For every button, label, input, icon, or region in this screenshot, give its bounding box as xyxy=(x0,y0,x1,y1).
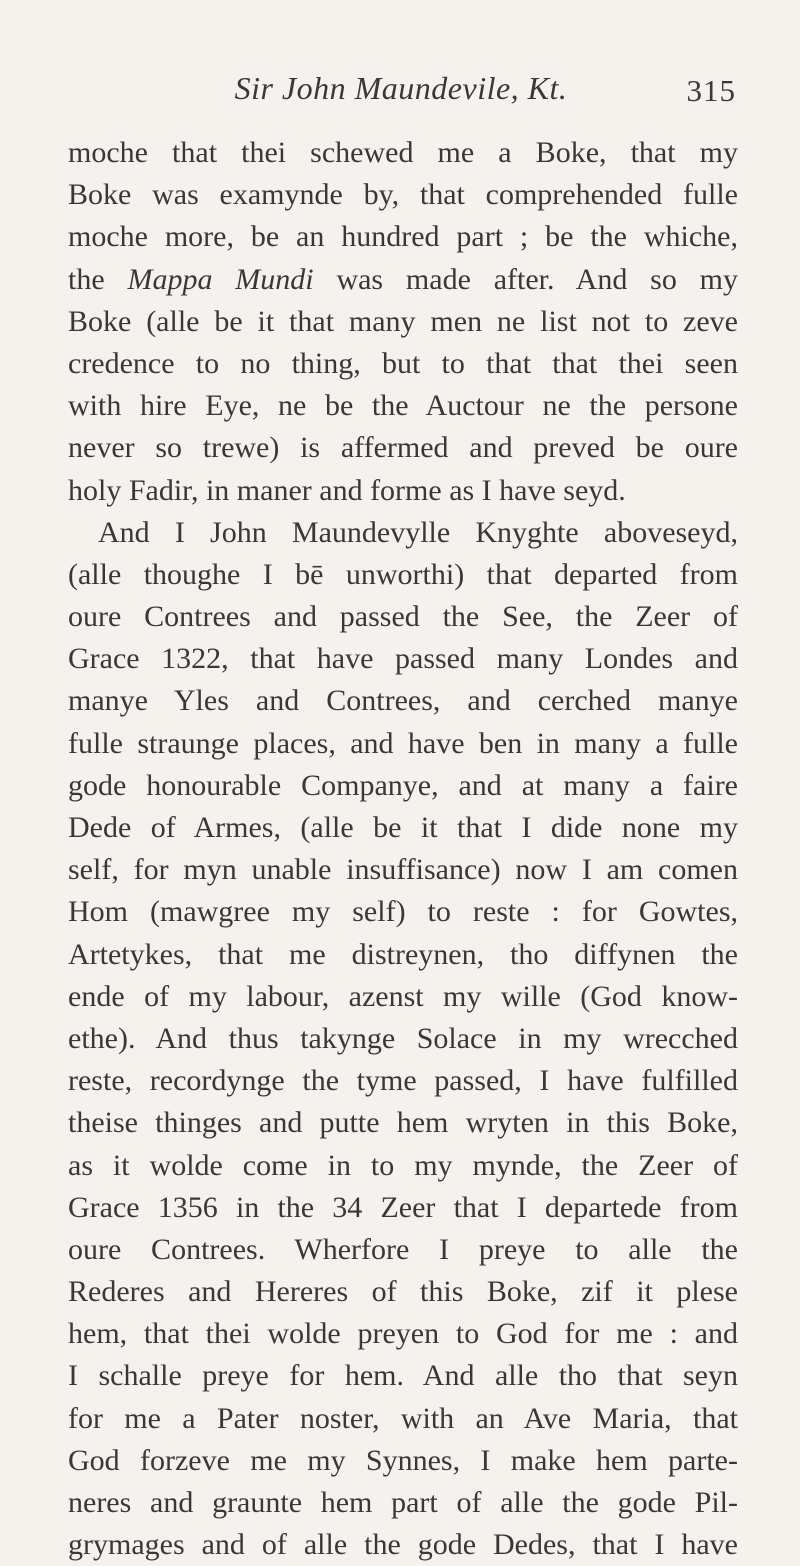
text-line-11: (alle thoughe I bē unworthi) that departed from xyxy=(68,557,738,591)
text-line-33: neres and graunte hem part of alle the gode Pil- xyxy=(68,1486,738,1519)
text-line-34: grymages and of alle the gode Dedes, that I have xyxy=(68,1528,738,1562)
text-line-23: reste, recordynge the tyme passed, I have fulfilled xyxy=(68,1064,738,1098)
text-line-8: never so trewe) is affermed and preved be oure xyxy=(68,431,738,465)
text-line-20: Artetykes, that me distreynen, tho diffynen the xyxy=(68,937,738,971)
text-line-12: oure Contrees and passed the See, the Zeer of xyxy=(68,600,738,634)
page-number: 315 xyxy=(686,73,736,108)
text-line-25: as it wolde come in to my mynde, the Zeer of xyxy=(68,1148,738,1182)
text-line-14: manye Yles and Contrees, and cerched manye xyxy=(68,684,738,718)
text-line-24: theise thinges and putte hem wryten in this Boke, xyxy=(68,1106,738,1140)
text-line-32: God forzeve me my Synnes, I make hem parte- xyxy=(68,1443,738,1477)
text-line-2: Boke was examynde by, that comprehended fulle xyxy=(68,178,738,212)
text-line-15: fulle straunge places, and have ben in many a fulle xyxy=(68,726,738,760)
text-line-10: And I John Maundevylle Knyghte aboveseyd, xyxy=(98,515,738,549)
text-line-6: credence to no thing, but to that that thei seen xyxy=(68,346,738,380)
text-line-18: self, for myn unable insuffisance) now I am comen xyxy=(68,853,738,887)
text-line-17: Dede of Armes, (alle be it that I dide none my xyxy=(68,811,738,844)
running-head xyxy=(66,70,736,114)
text-line-27: oure Contrees. Wherfore I preye to alle the xyxy=(68,1232,738,1266)
text-line-19: Hom (mawgree my self) to reste : for Gowtes, xyxy=(68,895,738,929)
text-line-13: Grace 1322, that have passed many Londes and xyxy=(68,642,738,676)
running-title: Sir John Maundevile, Kt. xyxy=(234,70,568,106)
text-line-22: ethe). And thus takynge Solace in my wrecched xyxy=(68,1021,738,1055)
text-line-28: Rederes and Hereres of this Boke, zif it plese xyxy=(68,1275,738,1309)
text-line-16: gode honourable Companye, and at many a faire xyxy=(68,768,738,802)
text-line-26: Grace 1356 in the 34 Zeer that I departede from xyxy=(68,1190,738,1224)
text-line-29: hem, that thei wolde preyen to God for me : and xyxy=(68,1317,738,1351)
body-text xyxy=(68,132,738,1566)
text-line-21: ende of my labour, azenst my wille (God know- xyxy=(68,979,738,1013)
text-line-7: with hire Eye, ne be the Auctour ne the persone xyxy=(68,389,738,423)
text-line-9: holy Fadir, in maner and forme as I have seyd. xyxy=(68,473,626,507)
text-line-3: moche more, be an hundred part ; be the whiche, xyxy=(68,220,738,254)
text-line-1: moche that thei schewed me a Boke, that my xyxy=(68,136,738,169)
text-line-31: for me a Pater noster, with an Ave Maria, that xyxy=(68,1401,738,1435)
text-line-30: I schalle preye for hem. And alle tho that seyn xyxy=(68,1359,738,1393)
text-line-5: Boke (alle be it that many men ne list not to zeve xyxy=(68,304,738,338)
text-line-4: the Mappa Mundi was made after. And so my xyxy=(68,262,738,296)
